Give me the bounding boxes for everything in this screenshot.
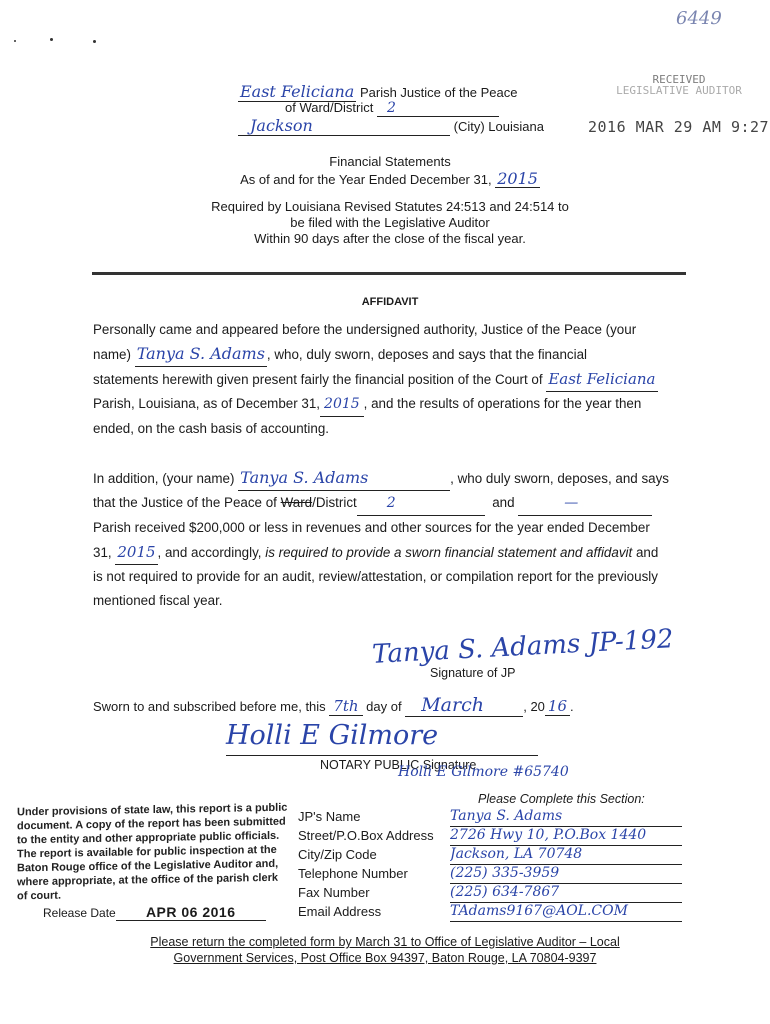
contact-field-label: Street/P.O.Box Address xyxy=(298,828,434,843)
header-ward-line xyxy=(285,100,499,117)
sworn-month-hand: March xyxy=(405,694,523,717)
contact-field-label: Telephone Number xyxy=(298,866,408,881)
footer-line2: Government Services, Post Office Box 94397, Baton Rouge, LA 70804-9397 xyxy=(173,951,597,965)
contact-field-value: Jackson, LA 70748 xyxy=(450,845,682,865)
notary-signature-line xyxy=(226,755,538,756)
notary-printed-hand: Holli E Gilmore #65740 xyxy=(398,764,569,780)
requirement-line3: Within 90 days after the close of the fiscal year. xyxy=(254,231,526,246)
received-stamp-line2: LEGISLATIVE AUDITOR xyxy=(616,84,742,97)
header-city-line xyxy=(238,116,544,136)
contact-field-value: (225) 335-3959 xyxy=(450,864,682,884)
p2-line-f: mentioned fiscal year. xyxy=(93,593,223,608)
ward-label: of Ward/District xyxy=(285,100,374,115)
p1-line-c: statements herewith given present fairly the financial position of the Court of East Feliciana xyxy=(93,367,693,392)
p2-line-e: is not required to provide for an audit, review/attestation, or compilation report for the previously xyxy=(93,569,658,584)
p1-line-b: name) Tanya S. Adams , who, duly sworn, deposes and says that the financial xyxy=(93,342,693,367)
p1-name-hand: Tanya S. Adams xyxy=(135,342,267,367)
p2-name-hand: Tanya S. Adams xyxy=(238,466,450,491)
affidavit-paragraph-1 xyxy=(93,318,693,441)
footer-block xyxy=(0,934,770,966)
contact-row xyxy=(298,883,688,902)
requirement-line1: Required by Louisiana Revised Statutes 24:513 and 24:514 to xyxy=(211,199,569,214)
p1-line-e: ended, on the cash basis of accounting. xyxy=(93,421,329,436)
p2-and-hand: — xyxy=(518,491,652,516)
contact-field-value: (225) 634-7867 xyxy=(450,883,682,903)
affidavit-heading: AFFIDAVIT xyxy=(361,296,419,308)
jp-signature-hand: Tanya S. Adams JP-192 xyxy=(371,624,675,670)
jp-signature-label: Signature of JP xyxy=(430,666,516,680)
notary-signature-hand: Holli E Gilmore xyxy=(226,720,439,751)
contact-row xyxy=(298,807,688,826)
contact-row xyxy=(298,826,688,845)
p1-year-hand: 2015 xyxy=(320,392,364,417)
title-block xyxy=(0,153,770,188)
contact-field-value: Tanya S. Adams xyxy=(450,807,682,827)
divider-rule xyxy=(92,272,686,275)
affidavit-paragraph-2 xyxy=(93,466,693,613)
contact-field-label: City/Zip Code xyxy=(298,847,377,862)
corner-number: 6449 xyxy=(676,8,722,29)
title-year-hand: 2015 xyxy=(497,169,538,188)
contact-row xyxy=(298,864,688,883)
p1-court-hand: East Feliciana xyxy=(546,367,657,392)
ward-strikethrough: Ward xyxy=(280,495,313,510)
title-line1: Financial Statements xyxy=(329,154,451,169)
contact-field-label: Email Address xyxy=(298,904,382,919)
received-stamp xyxy=(604,74,754,96)
title-line2: As of and for the Year Ended December 31, 2015 xyxy=(240,169,538,188)
scan-dot xyxy=(93,40,96,43)
city-name-hand: Jackson xyxy=(238,116,450,136)
p2-year-hand: 2015 xyxy=(115,540,157,565)
p2-line-a: In addition, (your name) Tanya S. Adams , who duly sworn, deposes, and says xyxy=(93,466,693,491)
public-notice: Under provisions of state law, this report is a public document. A copy of the report has been submitted to the entity and other appropriate public officials. The report is available for public inspection at the Baton Rouge office of the Legislative Auditor and, where appropriate, at the office of the parish clerk of court. xyxy=(17,801,288,903)
p1-line-d: Parish, Louisiana, as of December 31, 2015 , and the results of operations for the year then xyxy=(93,392,693,417)
notary-label: NOTARY PUBLIC Signature xyxy=(320,758,477,772)
sworn-line: Sworn to and subscribed before me, this 7th day of March , 20 16 . xyxy=(93,694,574,716)
requirement-line2: be filed with the Legislative Auditor xyxy=(290,215,490,230)
p2-line-b: that the Justice of the Peace of Ward/District 2 and — xyxy=(93,491,693,516)
p2-line-d: 31, 2015 , and accordingly, is required to provide a sworn financial statement and affidavit and xyxy=(93,540,693,565)
release-date-value: APR 06 2016 xyxy=(116,904,266,921)
scan-dot xyxy=(50,38,53,41)
contact-row xyxy=(298,845,688,864)
parish-name-hand: East Feliciana xyxy=(240,82,355,101)
contact-field-label: JP's Name xyxy=(298,809,361,824)
sworn-day-hand: 7th xyxy=(329,697,362,716)
sworn-year-hand: 16 xyxy=(545,697,570,716)
contact-heading: Please Complete this Section: xyxy=(478,792,645,806)
contact-field-value: TAdams9167@AOL.COM xyxy=(450,902,682,922)
contact-field-value: 2726 Hwy 10, P.O.Box 1440 xyxy=(450,826,682,846)
header-parish-line xyxy=(238,82,518,102)
p2-district-hand: 2 xyxy=(357,491,485,516)
release-date-row: Release Date APR 06 2016 xyxy=(43,904,266,921)
p1-line-a: Personally came and appeared before the undersigned authority, Justice of the Peace (your xyxy=(93,322,637,337)
received-stamp-datetime: 2016 MAR 29 AM 9:27 xyxy=(588,118,770,136)
city-suffix: (City) Louisiana xyxy=(453,119,544,134)
scan-dot xyxy=(14,40,16,42)
requirement-block xyxy=(0,199,770,247)
contact-row xyxy=(298,902,688,921)
contact-field-label: Fax Number xyxy=(298,885,370,900)
footer-line1: Please return the completed form by March 31 to Office of Legislative Auditor – Local xyxy=(150,935,620,949)
contact-section xyxy=(298,807,688,921)
parish-suffix: Parish Justice of the Peace xyxy=(359,85,518,100)
received-stamp-line1: RECEIVED xyxy=(652,73,706,86)
ward-number-hand: 2 xyxy=(377,100,499,117)
p2-line-c: Parish received $200,000 or less in revenues and other sources for the year ended December xyxy=(93,520,650,535)
